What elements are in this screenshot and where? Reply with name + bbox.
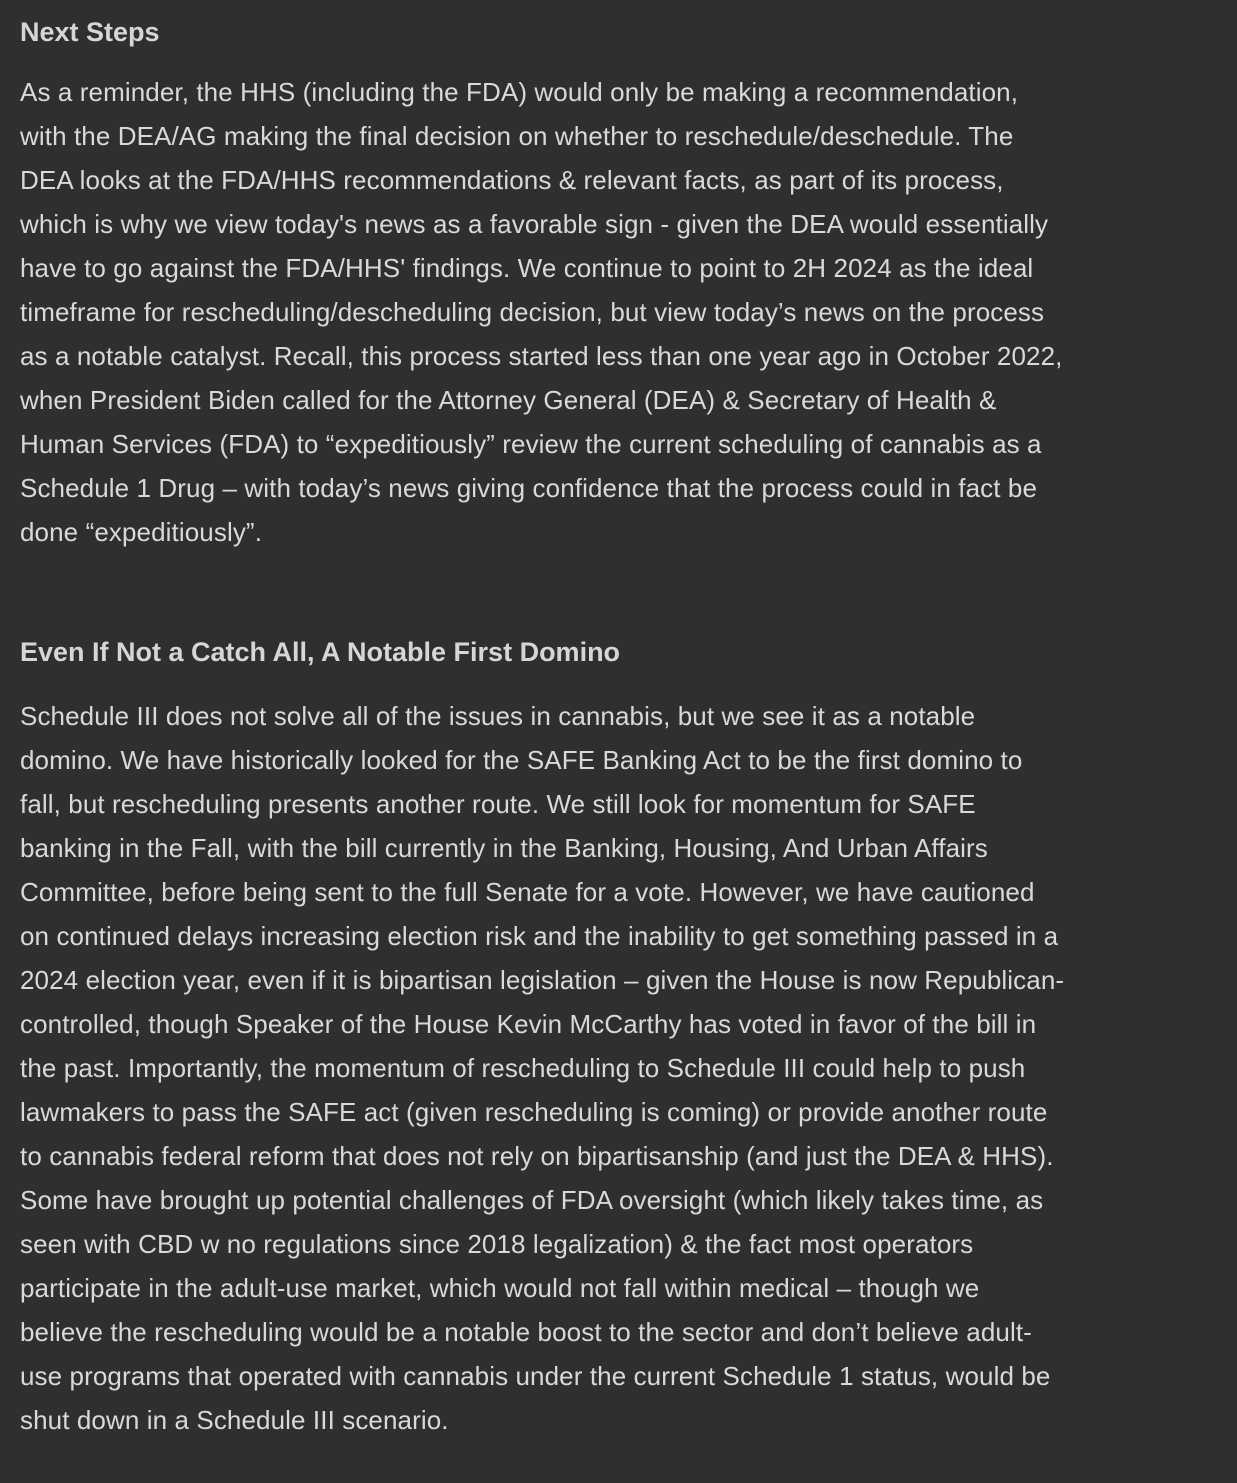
paragraph-line: seen with CBD w no regulations since 2018 legalization) & the fact most operators	[20, 1229, 974, 1259]
paragraph-line: 2024 election year, even if it is bipartisan legislation – given the House is now Republican-	[20, 965, 1065, 995]
paragraph-line: to cannabis federal reform that does not rely on bipartisanship (and just the DEA & HHS).	[20, 1141, 1054, 1171]
paragraph-line: controlled, though Speaker of the House Kevin McCarthy has voted in favor of the bill in	[20, 1009, 1037, 1039]
paragraph-line: the past. Importantly, the momentum of rescheduling to Schedule III could help to push	[20, 1053, 1026, 1083]
paragraph-line: domino. We have historically looked for the SAFE Banking Act to be the first domino to	[20, 745, 1023, 775]
paragraph-line: DEA looks at the FDA/HHS recommendations & relevant facts, as part of its process,	[20, 165, 1004, 195]
paragraph-line: have to go against the FDA/HHS' findings. We continue to point to 2H 2024 as the ideal	[20, 253, 1034, 283]
paragraph-line: fall, but rescheduling presents another route. We still look for momentum for SAFE	[20, 789, 976, 819]
paragraph-line: shut down in a Schedule III scenario.	[20, 1405, 449, 1435]
paragraph-line: Human Services (FDA) to “expeditiously” review the current scheduling of cannabis as a	[20, 429, 1042, 459]
paragraph-line: use programs that operated with cannabis under the current Schedule 1 status, would be	[20, 1361, 1051, 1391]
paragraph-line: done “expeditiously”.	[20, 517, 263, 547]
paragraph-line: when President Biden called for the Attorney General (DEA) & Secretary of Health &	[20, 385, 997, 415]
section-heading-next-steps: Next Steps	[20, 17, 160, 47]
paragraph-line: timeframe for rescheduling/descheduling decision, but view today’s news on the process	[20, 297, 1045, 327]
paragraph-line: believe the rescheduling would be a notable boost to the sector and don’t believe adult-	[20, 1317, 1032, 1347]
paragraph-line: banking in the Fall, with the bill currently in the Banking, Housing, And Urban Affairs	[20, 833, 988, 863]
paragraph-line: participate in the adult-use market, which would not fall within medical – though we	[20, 1273, 980, 1303]
section-paragraph-next-steps	[20, 70, 1217, 554]
paragraph-line: which is why we view today's news as a favorable sign - given the DEA would essentially	[20, 209, 1049, 239]
section-heading-first-domino: Even If Not a Catch All, A Notable First Domino	[20, 637, 621, 667]
paragraph-line: lawmakers to pass the SAFE act (given rescheduling is coming) or provide another route	[20, 1097, 1048, 1127]
paragraph-line: As a reminder, the HHS (including the FDA) would only be making a recommendation,	[20, 77, 1019, 107]
paragraph-line: Some have brought up potential challenges of FDA oversight (which likely takes time, as	[20, 1185, 1044, 1215]
paragraph-line: with the DEA/AG making the final decision on whether to reschedule/deschedule. The	[20, 121, 1014, 151]
paragraph-line: Schedule 1 Drug – with today’s news giving confidence that the process could in fact be	[20, 473, 1038, 503]
paragraph-line: Committee, before being sent to the full Senate for a vote. However, we have cautioned	[20, 877, 1035, 907]
paragraph-line: Schedule III does not solve all of the issues in cannabis, but we see it as a notable	[20, 701, 976, 731]
paragraph-line: as a notable catalyst. Recall, this process started less than one year ago in October 2022,	[20, 341, 1063, 371]
section-paragraph-first-domino	[20, 694, 1217, 1442]
paragraph-line: on continued delays increasing election risk and the inability to get something passed in a	[20, 921, 1059, 951]
